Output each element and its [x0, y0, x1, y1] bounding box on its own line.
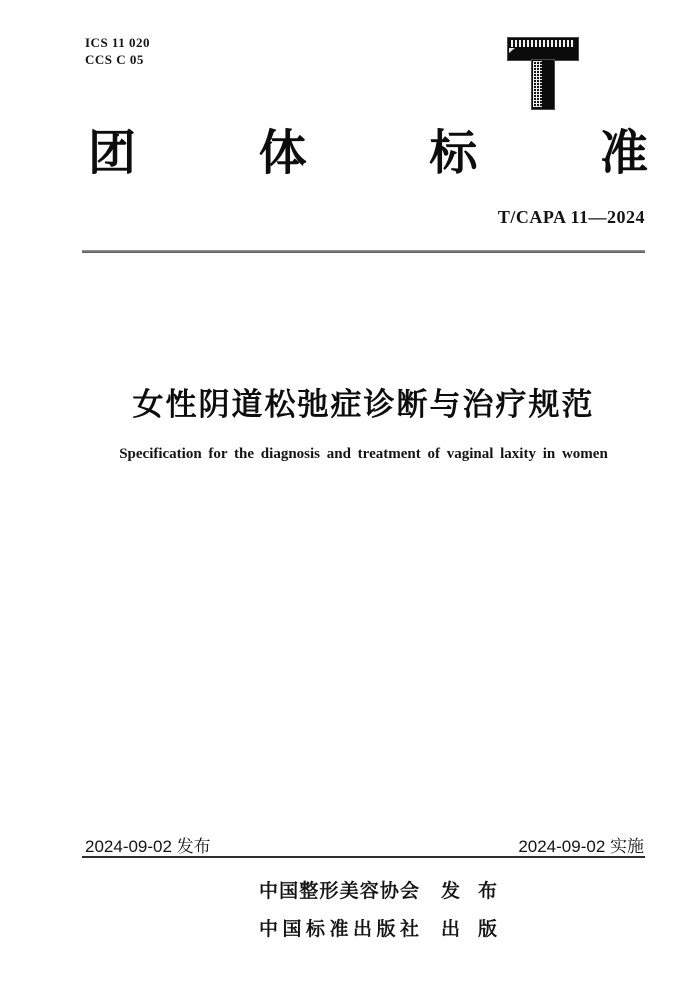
publisher-org: 中国标准出版社 — [259, 919, 419, 940]
standard-type-char: 体 — [258, 127, 307, 180]
ccs-code: CCS C 05 — [85, 52, 144, 67]
standard-type-char: 标 — [429, 127, 478, 180]
dates-row — [82, 832, 645, 857]
publisher-action: 出 版 — [441, 919, 497, 940]
document-title-en: Specification for the diagnosis and treatment of vaginal laxity in women — [119, 446, 608, 462]
header-rule — [82, 250, 645, 253]
publisher-block — [259, 876, 497, 941]
publisher-org: 中国整形美容协会 — [259, 881, 419, 902]
standard-type-heading — [88, 127, 648, 180]
t-logo-bar-notch — [509, 48, 515, 53]
implementation-date: 2024-09-02 实施 — [518, 837, 644, 856]
classification-codes — [85, 34, 150, 68]
issue-date: 2024-09-02 发布 — [85, 837, 211, 856]
document-title-cn: 女性阴道松弛症诊断与治疗规范 — [132, 387, 595, 422]
standard-type-char: 团 — [88, 127, 137, 180]
t-logo-stem-hatch — [533, 61, 542, 107]
publisher-action: 发 布 — [441, 881, 497, 902]
standard-number: T/CAPA 11—2024 — [497, 207, 645, 227]
standard-type-char: 准 — [599, 127, 648, 180]
group-standard-t-logo-icon — [508, 38, 578, 109]
footer-rule — [82, 856, 645, 858]
ics-code: ICS 11 020 — [85, 35, 150, 50]
t-logo-bar-hatch — [511, 40, 575, 47]
